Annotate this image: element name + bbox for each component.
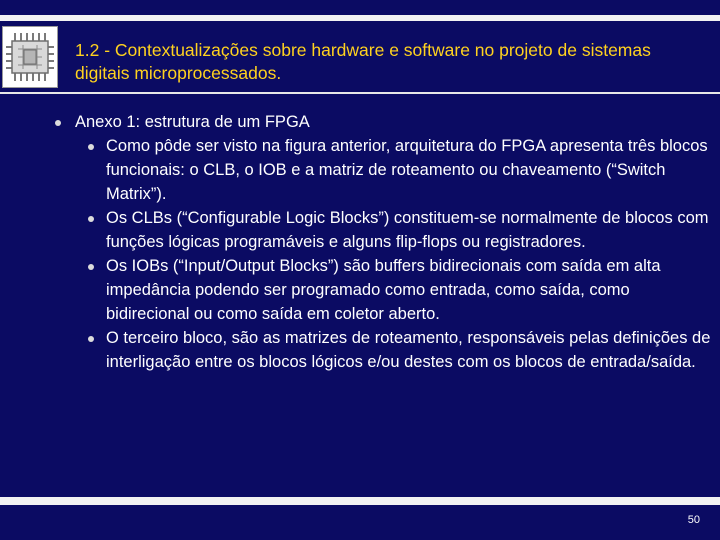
title-separator bbox=[0, 92, 720, 94]
chip-logo-icon bbox=[2, 26, 58, 88]
bottom-bar bbox=[0, 497, 720, 505]
sub-bullet-item bbox=[106, 326, 712, 374]
sub-bullet-text: O terceiro bloco, são as matrizes de roteamento, responsáveis pelas definições de interligação entre os blocos lógicos e/ou destes com os blocos de entrada/saída. bbox=[106, 329, 711, 371]
bullet-dot-icon bbox=[88, 144, 94, 150]
sub-bullet-text: Os IOBs (“Input/Output Blocks”) são buffers bidirecionais com saída em alta impedância podendo ser programado como entrada, como saída, como bidirecional ou como saída em coletor aberto. bbox=[106, 257, 661, 323]
sub-bullet-text: Os CLBs (“Configurable Logic Blocks”) constituem-se normalmente de blocos com funções lógicas programáveis e alguns flip-flops ou registradores. bbox=[106, 209, 709, 251]
bullet-dot-icon bbox=[88, 336, 94, 342]
page-number: 50 bbox=[687, 514, 700, 526]
sub-bullet-item bbox=[106, 254, 712, 326]
sub-bullet-list bbox=[106, 134, 712, 374]
sub-bullet-text: Como pôde ser visto na figura anterior, arquitetura do FPGA apresenta três blocos funcionais: o CLB, o IOB e a matriz de roteamento ou chaveamento (“Switch Matrix”). bbox=[106, 137, 708, 203]
slide-title: 1.2 - Contextualizações sobre hardware e software no projeto de sistemas digitais microprocessados. bbox=[75, 40, 651, 83]
top-bar bbox=[0, 15, 720, 21]
bullet-dot-icon bbox=[88, 216, 94, 222]
sub-bullet-item bbox=[106, 206, 712, 254]
bullet-dot-icon bbox=[55, 120, 61, 126]
sub-bullet-item bbox=[106, 134, 712, 206]
main-bullet: Anexo 1: estrutura de um FPGA bbox=[75, 113, 310, 131]
bullet-dot-icon bbox=[88, 264, 94, 270]
